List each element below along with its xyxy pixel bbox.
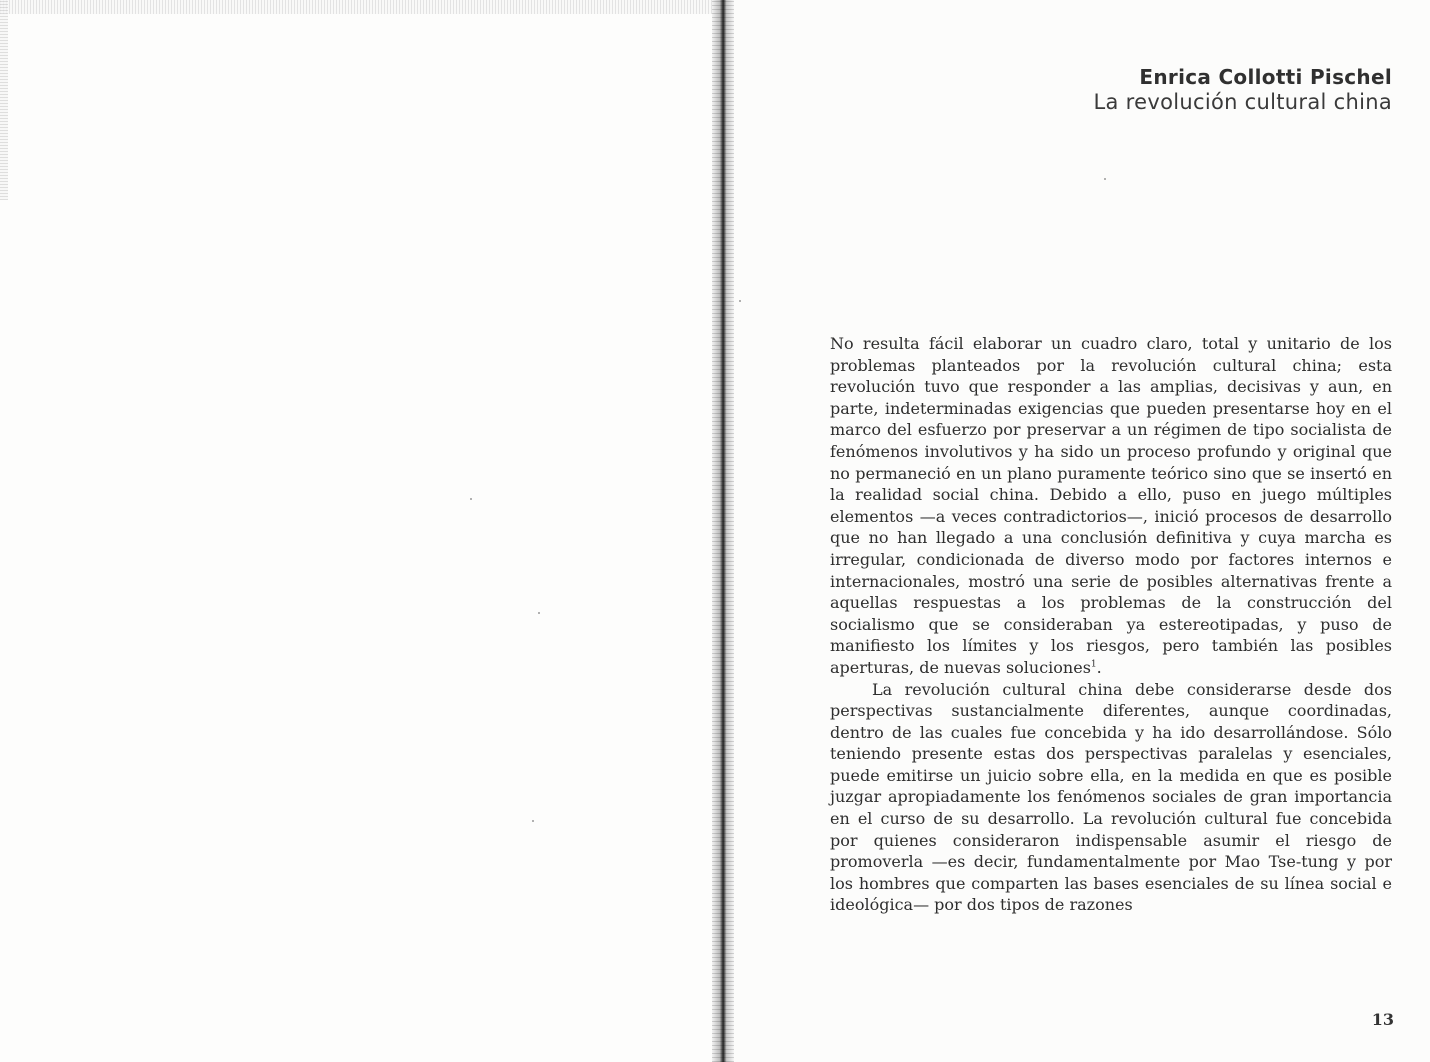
scan-speck (532, 820, 534, 822)
paragraph-2: La revolución cultural china debe considerarse desde dos perspectivas sustancialmente diferentes, aunque coordinadas, dentro de las cuales fue concebida y ha ido desarrollándose. Sólo teniendo presente estas dos perspectivas paralelas y esenciales, puede emitirse un juicio sobre ella, en la medida en que es posible juzgar apropiadamente los fenómenos sociales de gran importancia en el curso de su desarrollo. La revolución cultural fue concebida por quienes consideraron indispensable asumir el riesgo de promoverla —es decir, fundamentalmente por Mao Tse-tung y por los hombres que comparten las bases esenciales de su línea social e ideológica— por dos tipos de razones (830, 679, 1392, 915)
chapter-title: La revolución cultural china (1093, 90, 1392, 114)
paragraph-1 (830, 333, 1392, 679)
footnote-marker: 1 (1090, 659, 1097, 670)
page-number: 13 (1371, 1010, 1394, 1029)
paragraph-1-text: No resulta fácil elaborar un cuadro claro, total y unitario de los problemas planteados por la revolución cultural china; esta revolución tuvo que responder a las amplias, decisivas y aun, en parte, indeterminadas exigencias que pueden presentarse hoy en el marco del esfuerzo por preservar a un régimen de tipo socialista de fenómenos involutivos y ha sido un proceso profundo y original que no permaneció en un plano puramente teórico sino que se insertó en la realidad social china. Debido a ello, puso en juego múltiples elementos —a veces contradictorios—, inició procesos de desarrollo que no han llegado a una conclusión definitiva y cuya marcha es irregular, condicionada de diverso modo por factores internos e internacionales, mostró una serie de posibles alternativas frente a aquellas respuestas a los problemas de la construcción del socialismo que se consideraban ya estereotipadas, y puso de manifiesto los límites y los riesgos, pero también las posibles aperturas, de nuevas soluciones (830, 334, 1392, 677)
chapter-author: Enrica Collotti Pischel (1139, 65, 1392, 89)
scan-noise-top (0, 0, 722, 14)
gutter-texture (712, 0, 734, 1062)
scan-speck (538, 612, 540, 614)
scan-noise-left-edge (0, 0, 8, 200)
body-text (830, 333, 1392, 916)
scan-speck (1104, 178, 1106, 180)
scan-speck (739, 300, 741, 302)
right-page (734, 0, 1430, 1062)
paragraph-1-end: . (1096, 657, 1102, 677)
scan-speck (470, 498, 472, 500)
